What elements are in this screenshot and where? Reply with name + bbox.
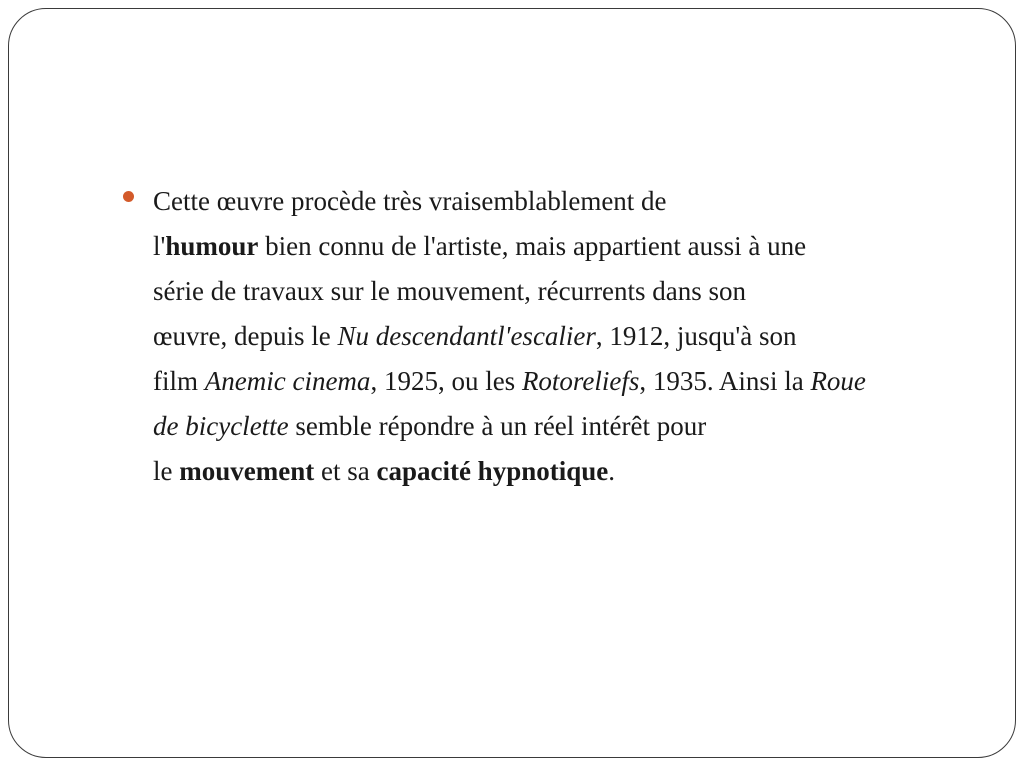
text-line-4 bbox=[153, 314, 983, 359]
italic-title-nu-descendant: Nu descendantl'escalier bbox=[337, 321, 596, 351]
text-run: Cette œuvre procède très vraisemblablement de bbox=[153, 186, 667, 216]
bullet-item bbox=[153, 179, 983, 494]
text-run: film bbox=[153, 366, 205, 396]
text-line-3 bbox=[153, 269, 983, 314]
italic-title-de-bicyclette: de bicyclette bbox=[153, 411, 289, 441]
text-run: série de travaux sur le mouvement, récurrents dans son bbox=[153, 276, 747, 306]
text-run: et sa bbox=[314, 456, 377, 486]
slide-frame bbox=[8, 8, 1016, 758]
text-line-1 bbox=[153, 179, 983, 224]
text-run: bien connu de l'artiste, mais appartient aussi à une bbox=[258, 231, 807, 261]
bullet-dot-icon bbox=[123, 191, 134, 202]
bold-text-capacite-hypnotique: capacité hypnotique bbox=[376, 456, 609, 486]
text-run: le bbox=[153, 456, 180, 486]
text-run: œuvre, depuis le bbox=[153, 321, 338, 351]
text-run: , 1935. Ainsi la bbox=[639, 366, 811, 396]
italic-title-rotoreliefs: Rotoreliefs bbox=[521, 366, 640, 396]
bold-text-humour: humour bbox=[165, 231, 259, 261]
text-run: , 1912, jusqu'à son bbox=[595, 321, 797, 351]
text-run: l' bbox=[153, 231, 166, 261]
text-run: semble répondre à un réel intérêt pour bbox=[288, 411, 707, 441]
italic-title-roue: Roue bbox=[810, 366, 866, 396]
bold-text-mouvement: mouvement bbox=[179, 456, 315, 486]
text-line-6 bbox=[153, 404, 983, 449]
text-line-5 bbox=[153, 359, 983, 404]
text-run: , 1925, ou les bbox=[370, 366, 522, 396]
italic-title-anemic-cinema: Anemic cinema bbox=[204, 366, 371, 396]
text-run: . bbox=[608, 456, 615, 486]
text-line-2 bbox=[153, 224, 983, 269]
bullet-list bbox=[153, 179, 983, 494]
text-line-7 bbox=[153, 449, 983, 494]
